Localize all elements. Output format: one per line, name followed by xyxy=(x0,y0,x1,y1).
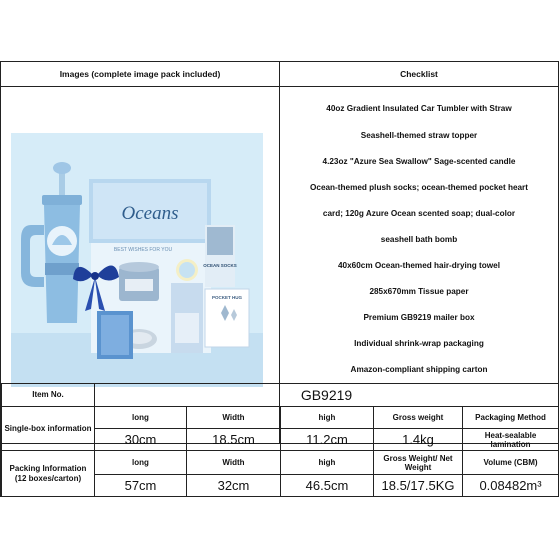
single-box-label: Single-box information xyxy=(2,407,95,451)
checklist-item: 40oz Gradient Insulated Car Tumbler with Straw xyxy=(326,104,512,113)
checklist-item: seashell bath bomb xyxy=(380,235,458,244)
packing-value: 46.5cm xyxy=(281,475,374,497)
packing-header: Gross Weight/ Net Weight xyxy=(374,451,463,475)
packing-header: long xyxy=(95,451,187,475)
box-title-text: Oceans xyxy=(121,203,179,224)
packing-value: 57cm xyxy=(95,475,187,497)
checklist-item: Individual shrink-wrap packaging xyxy=(354,339,484,348)
checklist-item: card; 120g Azure Ocean scented soap; dual-color xyxy=(322,209,516,218)
checklist-item: 40x60cm Ocean-themed hair-drying towel xyxy=(338,261,500,270)
checklist-item: 285x670mm Tissue paper xyxy=(369,287,469,296)
box-subtitle-text: BEST WISHES FOR YOU xyxy=(113,247,173,253)
checklist-item: Premium GB9219 mailer box xyxy=(363,313,475,322)
product-sheet xyxy=(0,61,559,497)
single-box-value: 18.5cm xyxy=(187,429,281,451)
packing-header: Volume (CBM) xyxy=(463,451,559,475)
checklist-item: Ocean-themed plush socks; ocean-themed pocket heart xyxy=(310,183,528,192)
card-label-text: POCKET HUG xyxy=(211,295,243,300)
checklist-item: Seashell-themed straw topper xyxy=(360,131,478,140)
single-box-header: high xyxy=(281,407,374,429)
single-box-header: long xyxy=(95,407,187,429)
packing-header: high xyxy=(281,451,374,475)
checklist-item: 4.23oz "Azure Sea Swallow" Sage-scented candle xyxy=(322,157,516,166)
single-box-header: Width xyxy=(187,407,281,429)
socks-label-text: OCEAN SOCKS xyxy=(203,263,237,268)
images-header: Images (complete image pack included) xyxy=(1,62,280,87)
packing-header: Width xyxy=(187,451,281,475)
single-box-header-row xyxy=(2,407,559,429)
single-box-header: Packaging Method xyxy=(463,407,559,429)
gift-set-photo xyxy=(11,133,263,387)
packing-value: 0.08482m³ xyxy=(463,475,559,497)
spec-table xyxy=(1,383,559,497)
item-no-value: GB9219 xyxy=(95,384,559,407)
packing-value: 32cm xyxy=(187,475,281,497)
single-box-value: 30cm xyxy=(95,429,187,451)
single-box-value: 11.2cm xyxy=(281,429,374,451)
item-row xyxy=(2,384,559,407)
single-box-header: Gross weight xyxy=(374,407,463,429)
packing-value: 18.5/17.5KG xyxy=(374,475,463,497)
packing-header-row xyxy=(2,451,559,475)
checklist-item: Amazon-compliant shipping carton xyxy=(350,365,488,374)
single-box-value: 1.4kg xyxy=(374,429,463,451)
packing-label: Packing Information (12 boxes/carton) xyxy=(2,451,95,497)
checklist-header: Checklist xyxy=(280,62,558,87)
single-box-value: Heat-sealable lamination xyxy=(463,429,559,451)
item-no-label: Item No. xyxy=(2,384,95,407)
